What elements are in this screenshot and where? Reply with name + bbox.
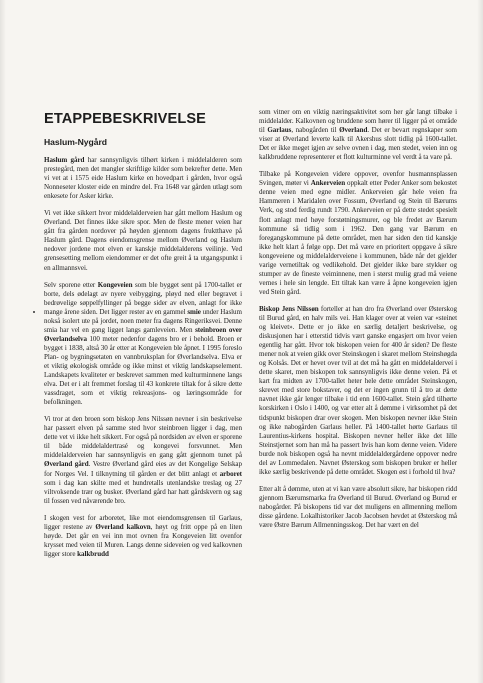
- text-run: som i dag kan skilte med et hundretalls utenlandske treslag og 27 viltvoksende trær og busker. Øverland gård har hatt gårdskvern og sag til fossen ved nåværende bro.: [44, 478, 242, 505]
- text-run: har sannsynligvis tilhørt kirken i middelalderen som prestegård, men det mangler skriftlige kilder som bekrefter dette. Men vi vet at i 1575 eide Haslum kirke en hovedpart i gården, hvor også Nonneseter kloster eide en mindre del. Fra 1648 var gården utlagt som enkesete for Asker kirke.: [44, 156, 242, 201]
- text-run: som ble bygget sent på 1700-tallet er borte, dels ødelagt av nyere veibygging, pløyd ned eller begravet i bedrøvelige søppelfyllinger på begge sider av elven, anlagt for ikke mange årene siden. Det ligger rester av en gammel: [44, 280, 242, 316]
- text-run: Tilbake på Kongeveien videre oppover, ovenfor husmannsplassen Svingen, møter vi: [259, 170, 457, 188]
- left-column: [44, 110, 242, 559]
- bold-term: Ankerveien: [310, 179, 346, 188]
- bold-term: steinbroen over Øverlandselva: [44, 325, 242, 343]
- text-run: I skogen vest for arboretet, like mot eiendomsgrensen til Garlaus, ligger restene av: [44, 513, 242, 531]
- bold-term: Garlaus: [267, 126, 292, 135]
- scan-speck: [33, 311, 35, 313]
- bold-term: Kongeveien: [97, 280, 133, 289]
- text-run: Vi vet ikke sikkert hvor middelalderveien har gått mellom Haslum og Øverland. Det finnes ikke sikre spor. Men de fleste mener veien har gått fra gården nordover på høyden gjennom dagens fruktthave på Haslum gård. Dagens eiendomsgrense mellom Øverland og Haslum nedover jordene mot elven er kanskje middelalderens veilinje. Ved grensesetting mellom eiendommer er det ofte greit å ta utgangspunkt i en allmannsvei.: [44, 209, 242, 272]
- text-run: forteller at han dro fra Øverland over Østerskog til Burud gård, en halv mils vei. Han klager over at veien var «steinet og kleivet». Dette er jo ikke en særlig detaljert beskrivelse, og diskusjonen har i etterstid tidvis vært ganske engasjert om hvor veien egentlig har gått. Hvor tok biskopen veien for 400 år siden? De fleste mener nok at veien gikk over Steinskogen i skaret mellom Steinshøgda og Kolsås. Det er hevet over tvil at det må ha gått en middelalderveí i dette skaret, men biskopen tok sannsynligvis ikke denne veien. På et kart fra midten av 1700-tallet heter hele dette området Steinskogen, skrevet med store bokstaver, og det er ingen grunn til å tro at dette navnet ikke går lenger tilbake i tid enn 1600-tallet. Stein gård tilhørte korskirken i Oslo i 1400, og var etter alt å dømme i virksomhet på det tidspunkt biskopen drar over skogen. Men biskopen nevner ikke Stein og ikke nabogården Garlaus heller. På 1400-tallet hørte Garlaus til Laurentius-kirkens hospital. Biskopen nevner heller ikke det lille Steinstjernet som han må ha passert hvis han kom denne veien. Videre burde nok biskopen også ha nevnt middelaldergårdene oppover nedre del av Lommedalen. Navnet Østerskog som biskopen bruker er heller ikke særlig beskrivende på dette området. Skogen øst i forhold til hva?: [259, 304, 457, 476]
- paragraph: [44, 415, 242, 505]
- scan-edge-right: [477, 0, 483, 683]
- paragraph: [259, 485, 457, 530]
- text-run: Etter alt å dømme, uten at vi kan være absolutt sikre, har biskopen ridd gjennom Bærumsmarka fra Øverland til Burud. Øverland og Burud er nabogårder. På biskopens tid var det muligens en allmenning mellom disse gårdene. Lokalhistoriker Jacob Jacobsen hevdet at Østerskog må være Østre Bærum Allmenningsskog. Det har vært en del: [259, 484, 457, 530]
- bold-term: arboret: [219, 469, 242, 478]
- text-run: under Haslum nokså isolert ute på jordet, noen meter fra dagens Ringeriksvei. Denne smia har vel en gang ligget langs gamleveien. Men: [44, 307, 242, 334]
- bold-term: Øverland gård: [44, 460, 89, 469]
- paragraph: [44, 209, 242, 272]
- text-run: oppkalt etter Peder Anker som bekostet denne veien med egne midler. Ankerveien går hele veien fra Hammeren i Maridalen over Fossum, Øverland og Stein til Bærums Verk, og stod ferdig rundt 1790. Ankerveien er på dette stedet spesielt flott anlagt med høye forstøtningsmurer, og ble fredet av Bærum kommune så tidlig som i 1962. Den gang var Bærum en foregangskommune på dette området, men har siden den tid kanskje ikke helt klart å følge opp. Det må være en prioritert oppgave å sikre kongeveiene og middelalderveiene i kommunen, både når det gjelder varige vernetiltak og vedlikehold. Det gjelder ikke bare stykker og stumper av de fineste veiminnene, men i størst mulig grad må veiene vernes i hele sin lengde. Ett tiltak kan være å åpne kongeveien igjen ved Stein gård.: [259, 179, 457, 296]
- text-run: . Vestre Øverland gård eies av det Kongelige Selskap for Norges Vel. I tilknytning til gården er det blitt anlagt et: [44, 460, 242, 478]
- scan-edge-left: [0, 0, 6, 683]
- right-column-body: [259, 108, 457, 530]
- page-title: ETAPPEBESKRIVELSE: [44, 111, 206, 127]
- left-column-body: [44, 156, 242, 559]
- paragraph: [259, 108, 457, 162]
- bold-term: smie: [187, 307, 201, 316]
- text-run: som vitner om en viktig næringsaktivitet som her går langt tilbake i middelalder. Kalkovnen og bruddene som hører til ligger på et område til: [259, 108, 457, 135]
- text-run: Selv sporene etter: [44, 280, 98, 289]
- paragraph: [259, 305, 457, 477]
- bold-term: kalkbrudd: [77, 549, 109, 558]
- paragraph: [44, 281, 242, 408]
- text-run: 100 meter nedenfor dagens bro er i behold. Broen er bygget i 1838, altså 30 år etter at Kongeveien ble åpnet. I 1995 foreslo Plan- og bygningsetaten en vannbruksplan for Øverlandselva. Elva er et viktig økologisk område og ikke minst et viktig landskapselement. Landskapets kvaliteter er beskrevet sammen med kulturminnene langs elva. Det er i alt fremmet forslag til 43 konkrete tiltak for å sikre dette vassdraget, som et viktig rekreasjons- og læringsområde for befolkningen.: [44, 334, 242, 407]
- text-run: , høyt og fritt oppe på en liten høyde. Det går en vei inn mot ovnen fra Kongeveien litt ovenfor krysset med veien til Muren. Langs denne sideveien og ved kalkovnen ligger store: [44, 522, 243, 558]
- bold-term: Biskop Jens Nilssøn: [259, 304, 319, 313]
- paragraph: [259, 170, 457, 297]
- right-column: [259, 108, 457, 530]
- bold-term: Haslum gård: [44, 156, 85, 164]
- bold-term: Øverland: [339, 126, 368, 135]
- section-subtitle: Haslum-Nygård: [44, 137, 107, 147]
- text-run: , nabogården til: [291, 126, 340, 135]
- text-run: . Det er bevart regnskaper som viser at Øverland leverte kalk til Akershus slott tidlig på 1600-tallet. Det er ikke meget igjen av selve ovnen i dag, men stedet, veien inn og kalkbruddene representerer et flott kulturminne vel verdt å ta vare på.: [259, 126, 457, 162]
- text-run: Vi tror at den broen som biskop Jens Nilssøn nevner i sin beskrivelse har passert elven på samme sted hvor steinbroen ligger i dag, men dette vet vi ikke helt sikkert. For også på nordsiden av elven er sporene til både middelaldertrasé og kongevei forsvunnet. Men middelalderveien har sannsynligvis en gang gått gjennom tunet på: [44, 415, 242, 460]
- paragraph: [44, 156, 242, 201]
- bold-term: Øverland kalkovn: [95, 522, 151, 531]
- paragraph: [44, 514, 242, 559]
